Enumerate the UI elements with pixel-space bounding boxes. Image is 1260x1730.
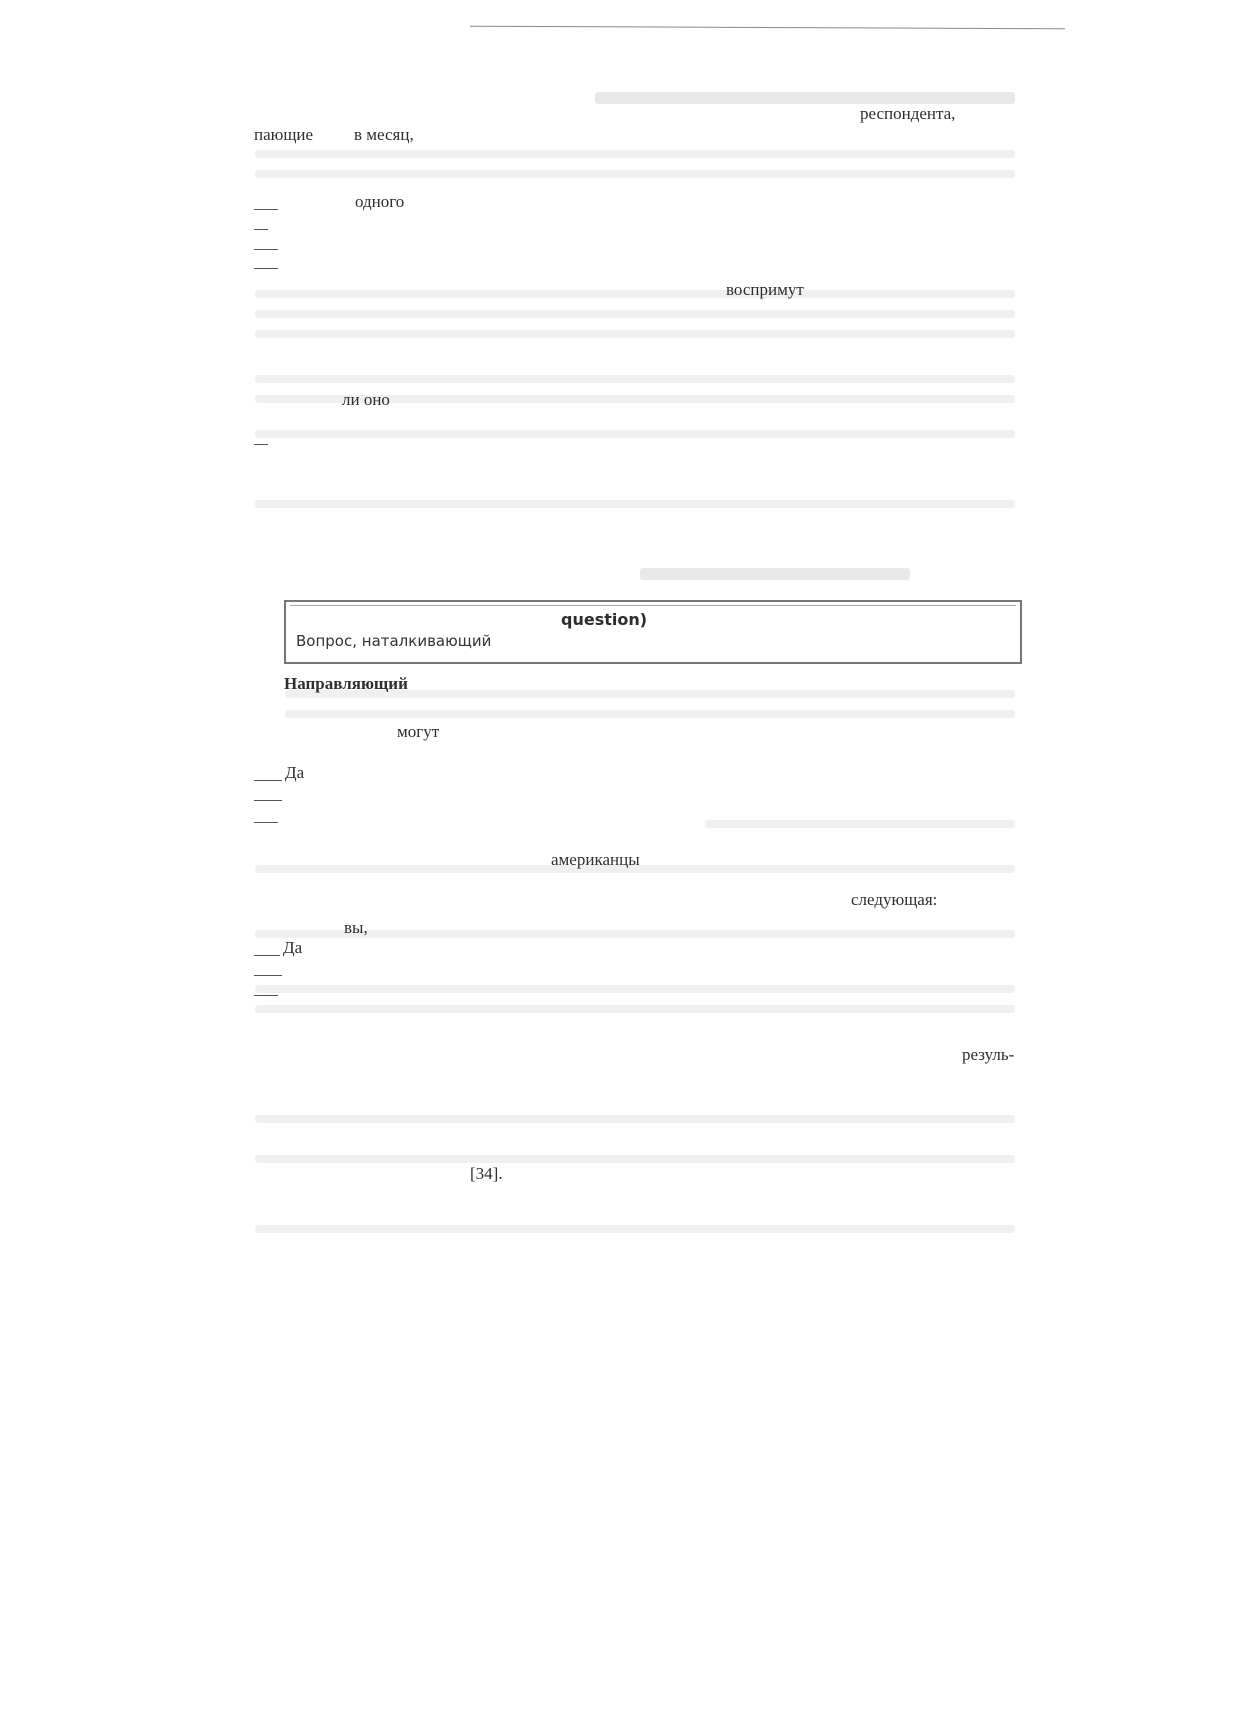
- answer-blank: [254, 955, 280, 956]
- reference-number: [34].: [470, 1164, 503, 1183]
- top-scan-line: [470, 26, 1065, 30]
- faded-heading: [640, 568, 910, 580]
- word-rezul: резуль-: [962, 1045, 1015, 1064]
- faded-heading: [595, 92, 1015, 104]
- answer-blank: [254, 209, 278, 210]
- faded-line: [255, 500, 1015, 508]
- faded-line: [255, 930, 1015, 938]
- faded-line: [255, 430, 1015, 438]
- faded-line: [255, 170, 1015, 178]
- answer-blank: [254, 995, 278, 996]
- option-da-2: Да: [283, 938, 303, 957]
- word-sleduyushchaya: следующая:: [851, 890, 938, 909]
- box-inner-rule: [290, 605, 1016, 606]
- word-respondenta: респондента,: [860, 104, 956, 123]
- answer-blank: [254, 268, 278, 269]
- word-vosprimut: воспримут: [726, 280, 804, 299]
- faded-line: [255, 310, 1015, 318]
- answer-blank: [254, 822, 278, 823]
- word-mogut: могут: [397, 722, 440, 741]
- answer-blank: [254, 444, 268, 445]
- answer-blank: [254, 800, 282, 801]
- word-payushchie: пающие: [254, 125, 314, 144]
- term-label: question): [561, 610, 648, 629]
- faded-line: [255, 1005, 1015, 1013]
- faded-line: [255, 985, 1015, 993]
- word-li-ono: ли оно: [342, 390, 390, 409]
- word-vy: вы,: [344, 918, 368, 937]
- faded-line: [255, 1225, 1015, 1233]
- faded-line: [255, 150, 1015, 158]
- faded-line: [705, 820, 1015, 828]
- faded-line: [285, 710, 1015, 718]
- definition-box: [284, 600, 1022, 664]
- word-amerikantsy: американцы: [551, 850, 640, 869]
- faded-line: [255, 1115, 1015, 1123]
- faded-line: [255, 290, 1015, 298]
- answer-blank: [254, 249, 278, 250]
- faded-line: [255, 1155, 1015, 1163]
- word-napravlyayushchiy: Направляющий: [284, 674, 408, 693]
- answer-blank: [254, 975, 282, 976]
- word-odnogo: одного: [355, 192, 405, 211]
- faded-line: [255, 330, 1015, 338]
- faded-line: [255, 375, 1015, 383]
- answer-blank: [254, 229, 268, 230]
- answer-blank: [254, 780, 282, 781]
- term-definition: Вопрос, наталкивающий: [296, 632, 492, 650]
- word-v-mesyats: в месяц,: [354, 125, 414, 144]
- option-da-1: Да: [285, 763, 305, 782]
